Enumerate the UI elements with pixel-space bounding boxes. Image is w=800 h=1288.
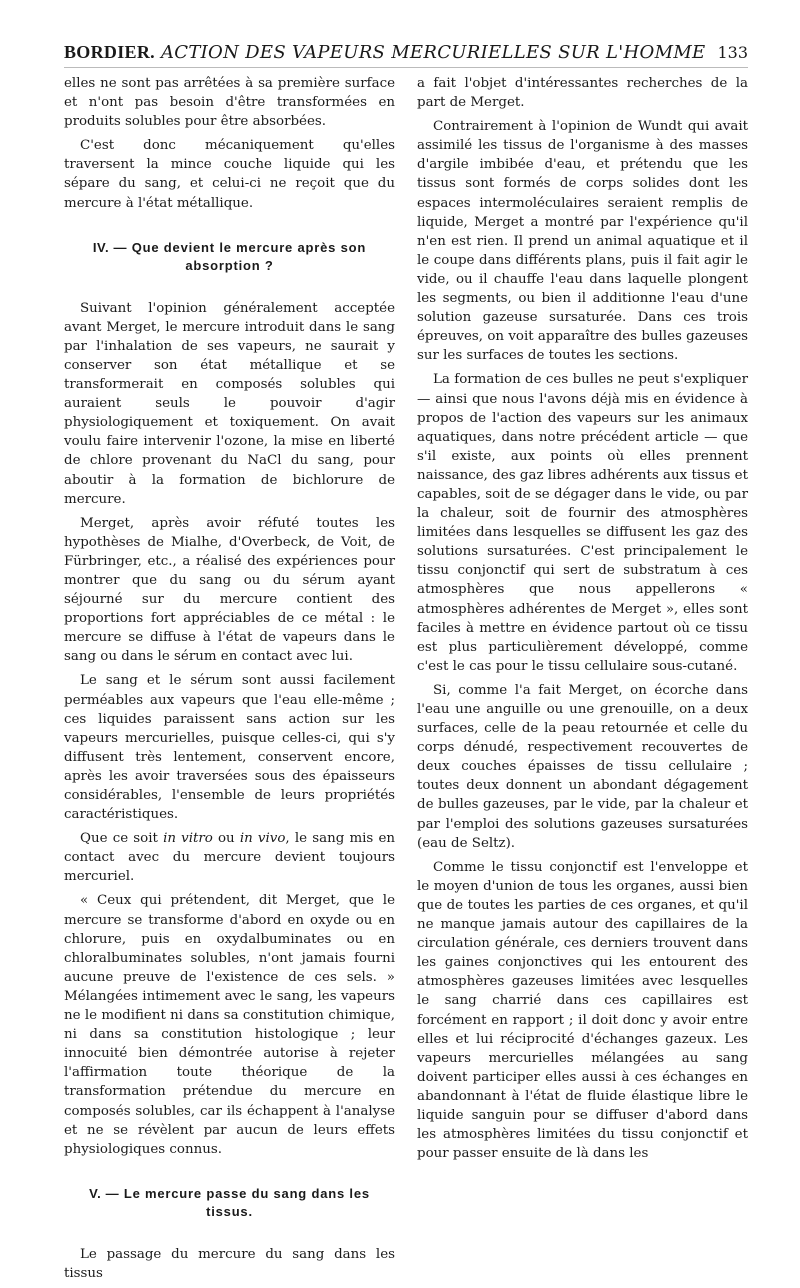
paragraph: Merget, après avoir réfuté toutes les hypothèses de Mialhe, d'Overbeck, de Voit, de Fürbringer, etc., a réalisé des expériences pour montrer que du sang ou du sérum ayant séjourné sur du mercure contient des proportions fort appréciables de ce métal : le mercure se diffuse à l'état de vapeurs dans le sang ou dans le sérum en contact avec lui. xyxy=(64,515,395,665)
paragraph: C'est donc mécaniquement qu'elles traversent la mince couche liquide qui les sépare du sang, et celui-ci ne reçoit que du mercure à l'état métallique. xyxy=(64,138,395,211)
paragraph: Si, comme l'a fait Merget, on écorche dans l'eau une anguille ou une grenouille, on a deux surfaces, celle de la peau retournée et celle du corps dénudé, respectivement recouvertes de deux couches épaisses de tissu cellulaire ; toutes deux donnent un abondant dégagement de bulles gazeuses, par le vide, par la chaleur et par l'emploi des solutions gazeuses sursaturées (eau de Seltz). xyxy=(417,682,748,851)
text-run: Que ce soit xyxy=(80,831,164,847)
paragraph: Suivant l'opinion généralement acceptée avant Merget, le mercure introduit dans le sang par l'inhalation de ses vapeurs, ne saurait y conserver son état métallique et se transformerait en composés solubles qui auraient seuls le pouvoir d'agir physiologiquement et toxiquement. On avait voulu faire intervenir l'ozone, la mise en liberté de chlore provenant du NaCl du sang, pour aboutir à la formation de bichlorure de mercure. xyxy=(64,300,395,507)
paragraph: a fait l'objet d'intéressantes recherches de la part de Merget. xyxy=(417,76,748,111)
right-column xyxy=(417,74,748,1288)
paragraph: elles ne sont pas arrêtées à sa première surface et n'ont pas besoin d'être transformées en produits solubles pour être absorbées. xyxy=(64,76,395,130)
italic-term: in vivo xyxy=(239,831,286,847)
paragraph: Comme le tissu conjonctif est l'enveloppe et le moyen d'union de tous les organes, aussi bien que de toutes les parties de ces organes, et qu'il ne manque jamais autour des capillaires de la circulation générale, ces derniers trouvent dans les gaines conjonctives qui les entourent des atmosphères gazeuses limitées avec lesquelles le sang charrié dans ces capillaires est forcément en rapport ; il doit donc y avoir entre elles et lui réciprocité d'échanges gazeux. Les vapeurs mercurielles mélangées au sang doivent participer elles aussi à ces échanges en abandonnant à l'état de fluide élastique libre le liquide sanguin pour se diffuser d'abord dans les atmosphères limitées du tissu conjonctif et pour passer ensuite de là dans les xyxy=(417,859,748,1162)
paragraph: Le sang et le sérum sont aussi facilement perméables aux vapeurs que l'eau elle-même ; ces liquides paraissent sans action sur les vapeurs mercurielles, puisque celles-ci, qui s'y diffusent très lentement, conservent encore, après les avoir traversées sous des épaisseurs considérables, l'ensemble de leurs propriétés caractéristiques. xyxy=(64,673,395,823)
running-header xyxy=(64,42,748,68)
section-heading-iv xyxy=(64,239,395,275)
two-column-body xyxy=(64,74,748,1288)
paragraph: « Ceux qui prétendent, dit Merget, que le mercure se transforme d'abord en oxyde ou en chlorure, puis en oxydalbuminates ou en chloralbuminates solubles, n'ont jamais fourni aucune preuve de l'existence de ces sels. » Mélangées intimement avec le sang, les vapeurs ne le modifient ni dans sa constitution chimique, ni dans sa constitution histologique ; leur innocuité bien démontrée autorise à rejeter l'affirmation toute théorique de la transformation prétendue du mercure en composés solubles, car ils échappent à l'analyse et ne se révèlent par aucun de leurs effets physiologiques connus. xyxy=(64,893,395,1157)
text-run: , le sang mis en contact avec du mercure devient toujours mercuriel. xyxy=(64,831,396,885)
running-article-title: ACTION DES VAPEURS MERCURIELLES SUR L'HOMME xyxy=(160,42,706,63)
running-author: BORDIER. xyxy=(64,42,155,62)
page-number: 133 xyxy=(717,43,748,62)
section-number: V. xyxy=(89,1185,102,1201)
paragraph: Contrairement à l'opinion de Wundt qui avait assimilé les tissus de l'organisme à des masses d'argile imbibée d'eau, et prétendu que les tissus sont formés de corps solides dont les espaces intermoléculaires seraient remplis de liquide, Merget a montré par l'expérience qu'il n'en est rien. Il prend un animal aquatique et il le coupe dans différents plans, puis il fait agir le vide, ou il chauffe l'eau dans laquelle plongent les segments, ou bien il additionne l'eau d'une solution gazeuse sursaturée. Dans ces trois épreuves, on voit apparaître des bulles gazeuses sur les surfaces de toutes les sections. xyxy=(417,119,748,364)
paragraph: La formation de ces bulles ne peut s'expliquer — ainsi que nous l'avons déjà mis en évidence à propos de l'action des vapeurs sur les animaux aquatiques, dans notre précédent article — que s'il existe, aux points où elles prennent naissance, des gaz libres adhérents aux tissus et capables, soit de se dégager dans le vide, ou par la chaleur, soit de fournir des atmosphères limitées dans lesquelles se diffusent les gaz des solutions sursaturées. C'est principalement le tissu conjonctif qui sert de substratum à ces atmosphères que nous appellerons « atmosphères adhérentes de Merget », elles sont faciles à mettre en évidence partout où ce tissu est plus particulièrement développé, comme c'est le cas pour le tissu cellulaire sous-cutané. xyxy=(417,372,748,674)
italic-term: in vitro xyxy=(163,831,213,847)
running-title xyxy=(64,42,706,63)
section-number: IV. xyxy=(92,239,110,255)
left-column xyxy=(64,74,395,1288)
section-title: — Le mercure passe du sang dans les tissus. xyxy=(105,1185,370,1219)
paragraph: Le passage du mercure du sang dans les tissus xyxy=(64,1246,395,1281)
paragraph xyxy=(64,829,395,886)
text-run: ou xyxy=(212,831,240,847)
section-heading-v xyxy=(64,1185,395,1221)
section-title: — Que devient le mercure après son absorption ? xyxy=(113,239,367,273)
